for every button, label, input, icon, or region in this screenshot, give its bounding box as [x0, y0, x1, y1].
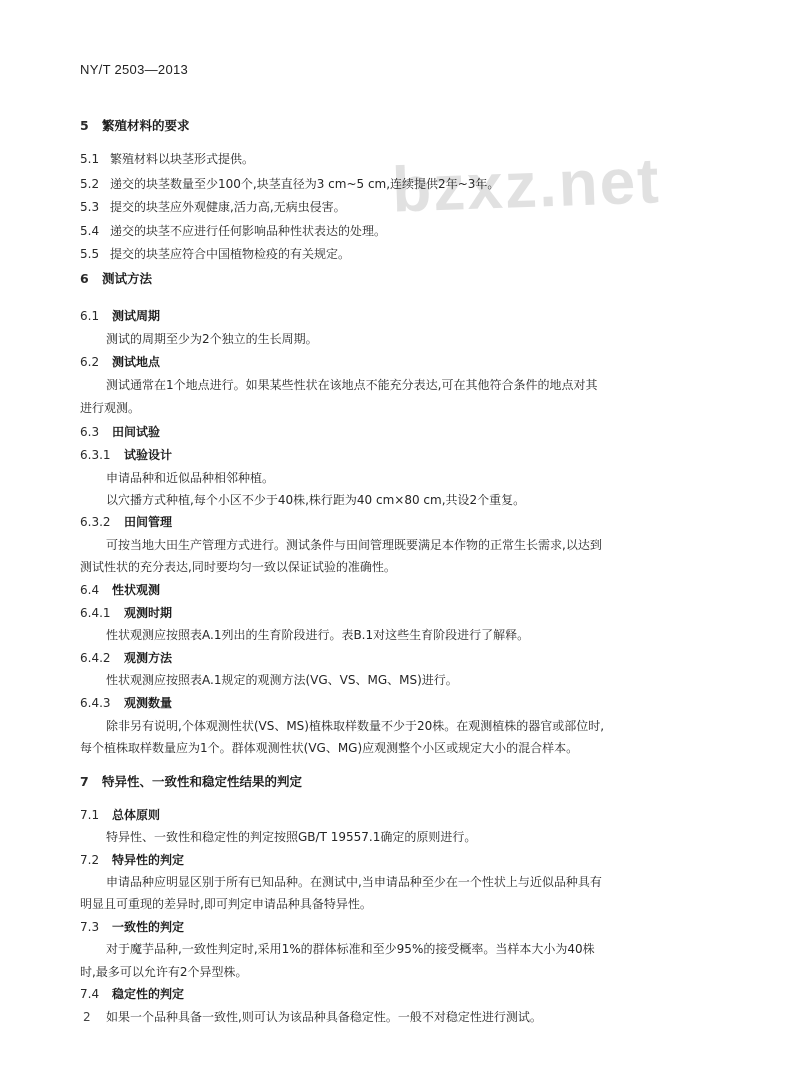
clause-text: 提交的块茎应符合中国植物检疫的有关规定。 [110, 247, 351, 261]
clause-text: 试验设计 [124, 448, 173, 462]
clause-text: 总体原则 [112, 808, 161, 822]
clause-7-1 [80, 807, 160, 823]
clause-5-2 [80, 176, 499, 192]
paragraph-line: 除非另有说明,个体观测性状(VS、MS)植株取样数量不少于20株。在观测植株的器官或部位时, [106, 719, 605, 733]
clause-6-3-2 [80, 514, 172, 530]
paragraph-line: 可按当地大田生产管理方式进行。测试条件与田间管理既要满足本作物的正常生长需求,以达到 [106, 538, 602, 552]
clause-number: 7 [80, 774, 89, 789]
clause-7-4 [80, 986, 184, 1002]
clause-number: 5.5 [80, 247, 100, 261]
clause-text: 观测数量 [124, 696, 173, 710]
clause-text: 性状观测 [112, 583, 161, 597]
clause-number: 6.4.2 [80, 651, 111, 665]
section-heading-7 [80, 774, 302, 790]
clause-text: 特异性的判定 [112, 853, 185, 867]
clause-5-4 [80, 223, 386, 239]
clause-5-1 [80, 151, 254, 167]
clause-6-1 [80, 308, 160, 324]
page-number: 2 [83, 1010, 91, 1024]
clause-number: 6.4.1 [80, 606, 111, 620]
section-heading-6 [80, 271, 152, 287]
clause-6-4-2 [80, 650, 172, 666]
clause-5-5 [80, 246, 350, 262]
clause-text: 测试地点 [112, 355, 161, 369]
clause-text: 观测时期 [124, 606, 173, 620]
clause-number: 6.3.1 [80, 448, 111, 462]
clause-text: 提交的块茎应外观健康,活力高,无病虫侵害。 [110, 200, 346, 214]
clause-number: 7.1 [80, 808, 100, 822]
paragraph-line: 如果一个品种具备一致性,则可认为该品种具备稳定性。一般不对稳定性进行测试。 [106, 1010, 542, 1024]
clause-number: 6.3 [80, 425, 100, 439]
clause-6-3 [80, 424, 160, 440]
clause-number: 6.1 [80, 309, 100, 323]
clause-number: 6.3.2 [80, 515, 111, 529]
clause-5-3 [80, 199, 346, 215]
paragraph-line: 性状观测应按照表A.1列出的生育阶段进行。表B.1对这些生育阶段进行了解释。 [106, 628, 530, 642]
clause-number: 7.2 [80, 853, 100, 867]
clause-text: 观测方法 [124, 651, 173, 665]
clause-number: 5.1 [80, 152, 100, 166]
clause-text: 递交的块茎数量至少100个,块茎直径为3 cm~5 cm,连续提供2年~3年。 [110, 177, 500, 191]
clause-6-2 [80, 354, 160, 370]
paragraph-line: 以穴播方式种植,每个小区不少于40株,株行距为40 cm×80 cm,共设2个重复。 [106, 493, 526, 507]
watermark: bzxz.net [390, 144, 662, 226]
clause-number: 6.2 [80, 355, 100, 369]
clause-number: 7.4 [80, 987, 100, 1001]
paragraph-line: 对于魔芋品种,一致性判定时,采用1%的群体标准和至少95%的接受概率。当样本大小为40株 [106, 942, 595, 956]
clause-text: 特异性、一致性和稳定性结果的判定 [102, 774, 303, 789]
clause-number: 5.4 [80, 224, 100, 238]
clause-6-4-3 [80, 695, 172, 711]
clause-text: 田间管理 [124, 515, 173, 529]
paragraph-continuation: 进行观测。 [80, 401, 141, 415]
clause-7-2 [80, 852, 184, 868]
paragraph-continuation: 测试性状的充分表达,同时要均匀一致以保证试验的准确性。 [80, 560, 396, 574]
clause-6-4-1 [80, 605, 172, 621]
paragraph-line: 测试的周期至少为2个独立的生长周期。 [106, 332, 318, 346]
paragraph-continuation: 时,最多可以允许有2个异型株。 [80, 965, 248, 979]
paragraph-line: 测试通常在1个地点进行。如果某些性状在该地点不能充分表达,可在其他符合条件的地点对其 [106, 378, 598, 392]
clause-6-3-1 [80, 447, 172, 463]
paragraph-line: 申请品种和近似品种相邻种植。 [106, 471, 275, 485]
clause-number: 5.2 [80, 177, 100, 191]
clause-text: 田间试验 [112, 425, 161, 439]
clause-text: 稳定性的判定 [112, 987, 185, 1001]
clause-text: 繁殖材料的要求 [102, 118, 190, 133]
clause-number: 5 [80, 118, 89, 133]
section-heading-5 [80, 118, 190, 134]
clause-text: 测试周期 [112, 309, 161, 323]
paragraph-line: 特异性、一致性和稳定性的判定按照GB/T 19557.1确定的原则进行。 [106, 830, 477, 844]
clause-text: 一致性的判定 [112, 920, 185, 934]
paragraph-line: 性状观测应按照表A.1规定的观测方法(VG、VS、MG、MS)进行。 [106, 673, 458, 687]
clause-7-3 [80, 919, 184, 935]
clause-number: 5.3 [80, 200, 100, 214]
clause-number: 6 [80, 271, 89, 286]
standard-code: NY/T 2503—2013 [80, 62, 189, 77]
paragraph-continuation: 每个植株取样数量应为1个。群体观测性状(VG、MG)应观测整个小区或规定大小的混合样本。 [80, 741, 579, 755]
clause-number: 6.4.3 [80, 696, 111, 710]
clause-text: 繁殖材料以块茎形式提供。 [110, 152, 255, 166]
clause-number: 6.4 [80, 583, 100, 597]
paragraph-line: 申请品种应明显区别于所有已知品种。在测试中,当申请品种至少在一个性状上与近似品种具有 [106, 875, 602, 889]
clause-text: 测试方法 [102, 271, 153, 286]
clause-number: 7.3 [80, 920, 100, 934]
paragraph-continuation: 明显且可重现的差异时,即可判定申请品种具备特异性。 [80, 897, 372, 911]
clause-6-4 [80, 582, 160, 598]
clause-text: 递交的块茎不应进行任何影响品种性状表达的处理。 [110, 224, 387, 238]
